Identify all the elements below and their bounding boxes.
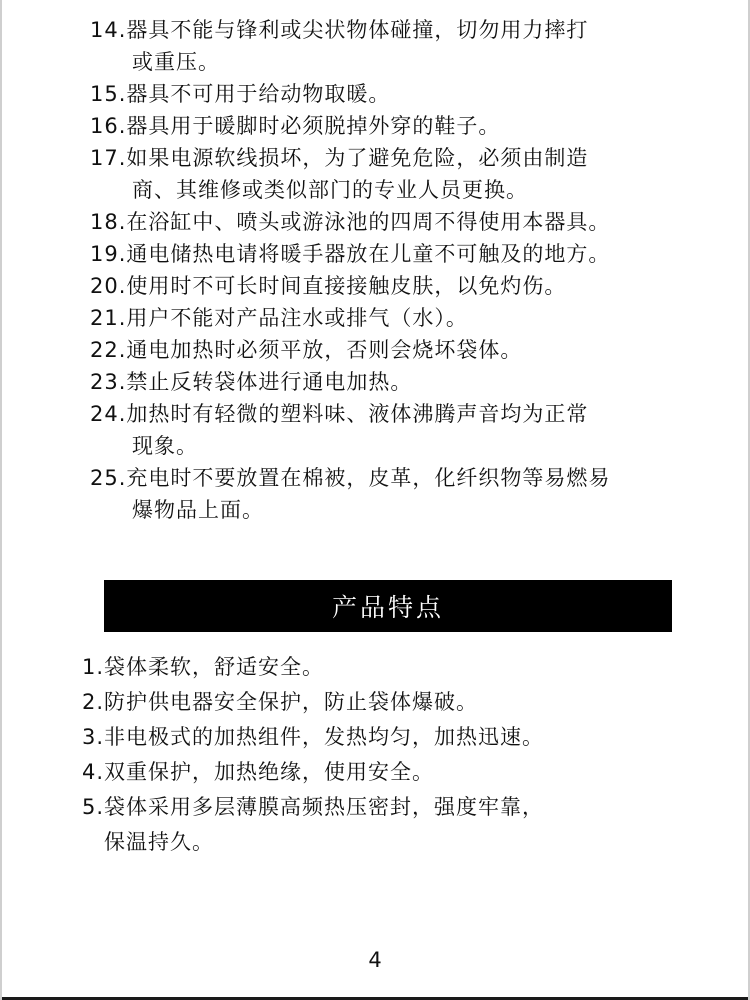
feature-item-3 [82,720,732,755]
warning-text: 23.禁止反转袋体进行通电加热。 [90,370,413,394]
safety-warnings-list [90,14,730,526]
warning-item-18 [90,206,730,238]
feature-text: 2.防护供电器安全保护，防止袋体爆破。 [82,690,479,714]
warning-item-19 [90,238,730,270]
section-title: 产品特点 [331,593,444,622]
feature-text-continued: 保温持久。 [104,830,214,854]
warning-item-15 [90,78,730,110]
warning-text-continued: 爆物品上面。 [132,498,264,522]
warning-text: 14.器具不能与锋利或尖状物体碰撞，切勿用力摔打 [90,18,589,42]
warning-text: 19.通电储热电请将暖手器放在儿童不可触及的地方。 [90,242,611,266]
warning-text-continued: 或重压。 [132,50,220,74]
warning-text: 22.通电加热时必须平放，否则会烧坏袋体。 [90,338,523,362]
warning-item-22 [90,334,730,366]
warning-item-20 [90,270,730,302]
warning-item-23 [90,366,730,398]
feature-text: 4.双重保护，加热绝缘，使用安全。 [82,760,435,784]
warning-text: 20.使用时不可长时间直接接触皮肤，以免灼伤。 [90,274,567,298]
warning-text: 15.器具不可用于给动物取暖。 [90,82,391,106]
warning-text: 21.用户不能对产品注水或排气（水）。 [90,306,468,330]
warning-text: 16.器具用于暖脚时必须脱掉外穿的鞋子。 [90,114,501,138]
warning-item-21 [90,302,730,334]
warning-item-24 [90,398,730,462]
warning-item-14 [90,14,730,78]
warning-text: 25.充电时不要放置在棉被，皮革，化纤织物等易燃易 [90,466,611,490]
warning-item-25 [90,462,730,526]
feature-item-2 [82,685,732,720]
warning-text: 17.如果电源软线损坏，为了避免危险，必须由制造 [90,146,589,170]
section-title-banner [104,580,672,632]
warning-text: 24.加热时有轻微的塑料味、液体沸腾声音均为正常 [90,402,589,426]
warning-text: 18.在浴缸中、喷头或游泳池的四周不得使用本器具。 [90,210,611,234]
feature-item-5 [82,790,732,860]
feature-item-1 [82,650,732,685]
feature-text: 1.袋体柔软，舒适安全。 [82,655,325,679]
feature-text: 5.袋体采用多层薄膜高频热压密封，强度牢靠， [82,795,545,819]
warning-item-16 [90,110,730,142]
warning-text-continued: 商、其维修或类似部门的专业人员更换。 [132,178,528,202]
feature-text: 3.非电极式的加热组件，发热均匀，加热迅速。 [82,725,545,749]
product-features-list [82,650,732,860]
page-number: 4 [368,948,382,972]
warning-item-17 [90,142,730,206]
feature-item-4 [82,755,732,790]
warning-text-continued: 现象。 [132,434,198,458]
